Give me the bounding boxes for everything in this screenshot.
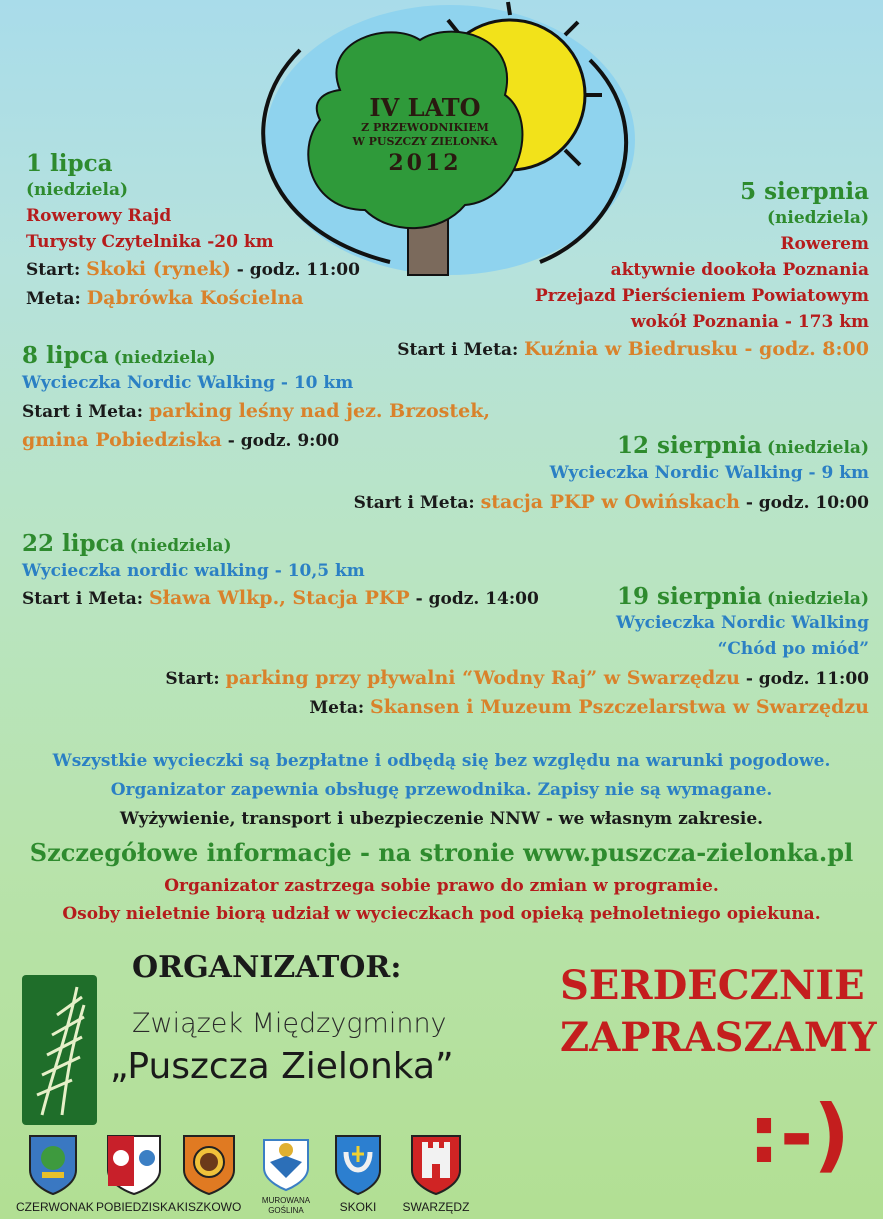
crest-swarzedz	[402, 1132, 470, 1219]
event-day: (niedziela)	[129, 536, 232, 556]
pobiedziska-crest-icon	[104, 1132, 164, 1196]
info-guide: Organizator zapewnia obsługę przewodnika. Zapisy nie są wymagane.	[110, 780, 773, 800]
invite-block	[560, 960, 877, 1064]
start-meta-label: Start i Meta:	[353, 493, 475, 513]
event-day: (niedziela)	[113, 348, 216, 368]
start-meta-time: - godz. 14:00	[409, 589, 539, 609]
start-meta-place: Sława Wlkp., Stacja PKP	[148, 587, 410, 609]
invite-line2: ZAPRASZAMY	[560, 1014, 877, 1061]
event-title: Rowerem	[780, 234, 869, 254]
event-day: (niedziela)	[766, 208, 869, 228]
czerwonak-crest-icon	[22, 1132, 84, 1196]
murowana-goslina-crest-icon	[256, 1132, 316, 1192]
crest-label: KISZKOWO	[176, 1200, 242, 1214]
organizer-name2: „Puszcza Zielonka”	[110, 1046, 454, 1087]
start-label: Start:	[26, 260, 81, 280]
event-title: Wycieczka nordic walking - 10,5 km	[22, 561, 365, 581]
start-meta-time: - godz. 9:00	[221, 431, 340, 451]
organizer-name1: Związek Międzygminny	[132, 1008, 447, 1039]
event-title: Wycieczka Nordic Walking	[616, 613, 869, 633]
start-meta-label: Start i Meta:	[22, 402, 144, 422]
invite-line1: SERDECZNIE	[560, 962, 865, 1009]
info-changes: Organizator zastrzega sobie prawo do zmian w programie.	[164, 876, 719, 896]
crest-pobiedziska	[96, 1132, 177, 1219]
meta-label: Meta:	[309, 698, 365, 718]
crest-label: POBIEDZISKA	[96, 1200, 177, 1214]
start-label: Start:	[165, 669, 220, 689]
event-day: (niedziela)	[766, 438, 869, 458]
logo-year: 2012	[388, 150, 462, 176]
event-date: 22 lipca	[22, 530, 125, 557]
kiszkowo-crest-icon	[180, 1132, 238, 1196]
meta-place: Skansen i Muzeum Pszczelarstwa w Swarzędzu	[370, 696, 869, 718]
event-date: 19 sierpnia	[616, 583, 762, 610]
info-minors: Osoby nieletnie biorą udział w wycieczkach pod opieką pełnoletniego opiekuna.	[62, 904, 821, 924]
event-6-meta	[109, 692, 869, 723]
crest-label: CZERWONAK	[16, 1200, 94, 1214]
event-date: 12 sierpnia	[616, 432, 762, 459]
start-meta-label: Start i Meta:	[22, 589, 144, 609]
event-day: (niedziela)	[26, 180, 129, 200]
event-title: Turysty Czytelnika -20 km	[26, 232, 274, 252]
event-title: wokół Poznania - 173 km	[630, 312, 869, 332]
event-6-start	[109, 663, 869, 694]
smiley: :-)	[748, 1088, 850, 1181]
event-6	[469, 583, 869, 662]
info-free: Wszystkie wycieczki są bezpłatne i odbędą się bez względu na warunki pogodowe.	[52, 751, 831, 771]
event-title: Przejazd Pierścieniem Powiatowym	[534, 286, 869, 306]
start-meta-place: Kuźnia w Biedrusku - godz. 8:00	[524, 338, 869, 360]
event-title: Rowerowy Rajd	[26, 206, 172, 226]
swarzedz-crest-icon	[408, 1132, 464, 1196]
start-time: - godz. 11:00	[230, 260, 360, 280]
info-block	[0, 746, 883, 928]
crest-kiszkowo	[176, 1132, 242, 1219]
crest-skoki	[332, 1132, 384, 1219]
organizer-heading: ORGANIZATOR:	[132, 950, 402, 985]
event-title: Wycieczka Nordic Walking - 10 km	[22, 373, 354, 393]
meta-place: Dąbrówka Kościelna	[86, 287, 304, 309]
logo-line2: Z PRZEWODNIKIEM	[361, 121, 489, 134]
crest-czerwonak	[16, 1132, 94, 1219]
event-date: 1 lipca	[26, 150, 113, 177]
crest-label: MUROWANA GOŚLINA	[261, 1196, 311, 1215]
start-place: Skoki (rynek)	[86, 258, 231, 280]
event-1	[26, 150, 386, 313]
logo-line3: W PUSZCZY ZIELONKA	[352, 135, 498, 148]
organizer-logo	[22, 975, 97, 1125]
start-meta-time: - godz. 10:00	[739, 493, 869, 513]
start-meta-place: parking leśny nad jez. Brzostek,	[148, 400, 491, 422]
logo-line1: IV LATO	[369, 93, 481, 122]
start-meta-place: gmina Pobiedziska	[22, 429, 222, 451]
event-title: “Chód po miód”	[717, 639, 869, 659]
event-day: (niedziela)	[766, 589, 869, 609]
skoki-crest-icon	[332, 1132, 384, 1196]
start-meta-place: stacja PKP w Owińskach	[480, 491, 740, 513]
event-date: 8 lipca	[22, 342, 109, 369]
info-own: Wyżywienie, transport i ubezpieczenie NNW - we własnym zakresie.	[119, 809, 764, 829]
event-title: aktywnie dookoła Poznania	[610, 260, 869, 280]
info-details: Szczegółowe informacje - na stronie www.puszcza-zielonka.pl	[29, 838, 854, 867]
start-time: - godz. 11:00	[739, 669, 869, 689]
event-date: 5 sierpnia	[740, 178, 869, 205]
crest-label: SKOKI	[339, 1200, 377, 1214]
meta-label: Meta:	[26, 289, 81, 309]
crest-murowana-goslina	[256, 1132, 316, 1219]
crest-label: SWARZĘDZ	[402, 1200, 470, 1214]
event-4	[309, 432, 869, 518]
event-title: Wycieczka Nordic Walking - 9 km	[549, 463, 869, 483]
event-2	[349, 178, 869, 335]
start-meta-label: Start i Meta:	[397, 340, 519, 360]
start-place: parking przy pływalni “Wodny Raj” w Swarzędzu	[225, 667, 740, 689]
